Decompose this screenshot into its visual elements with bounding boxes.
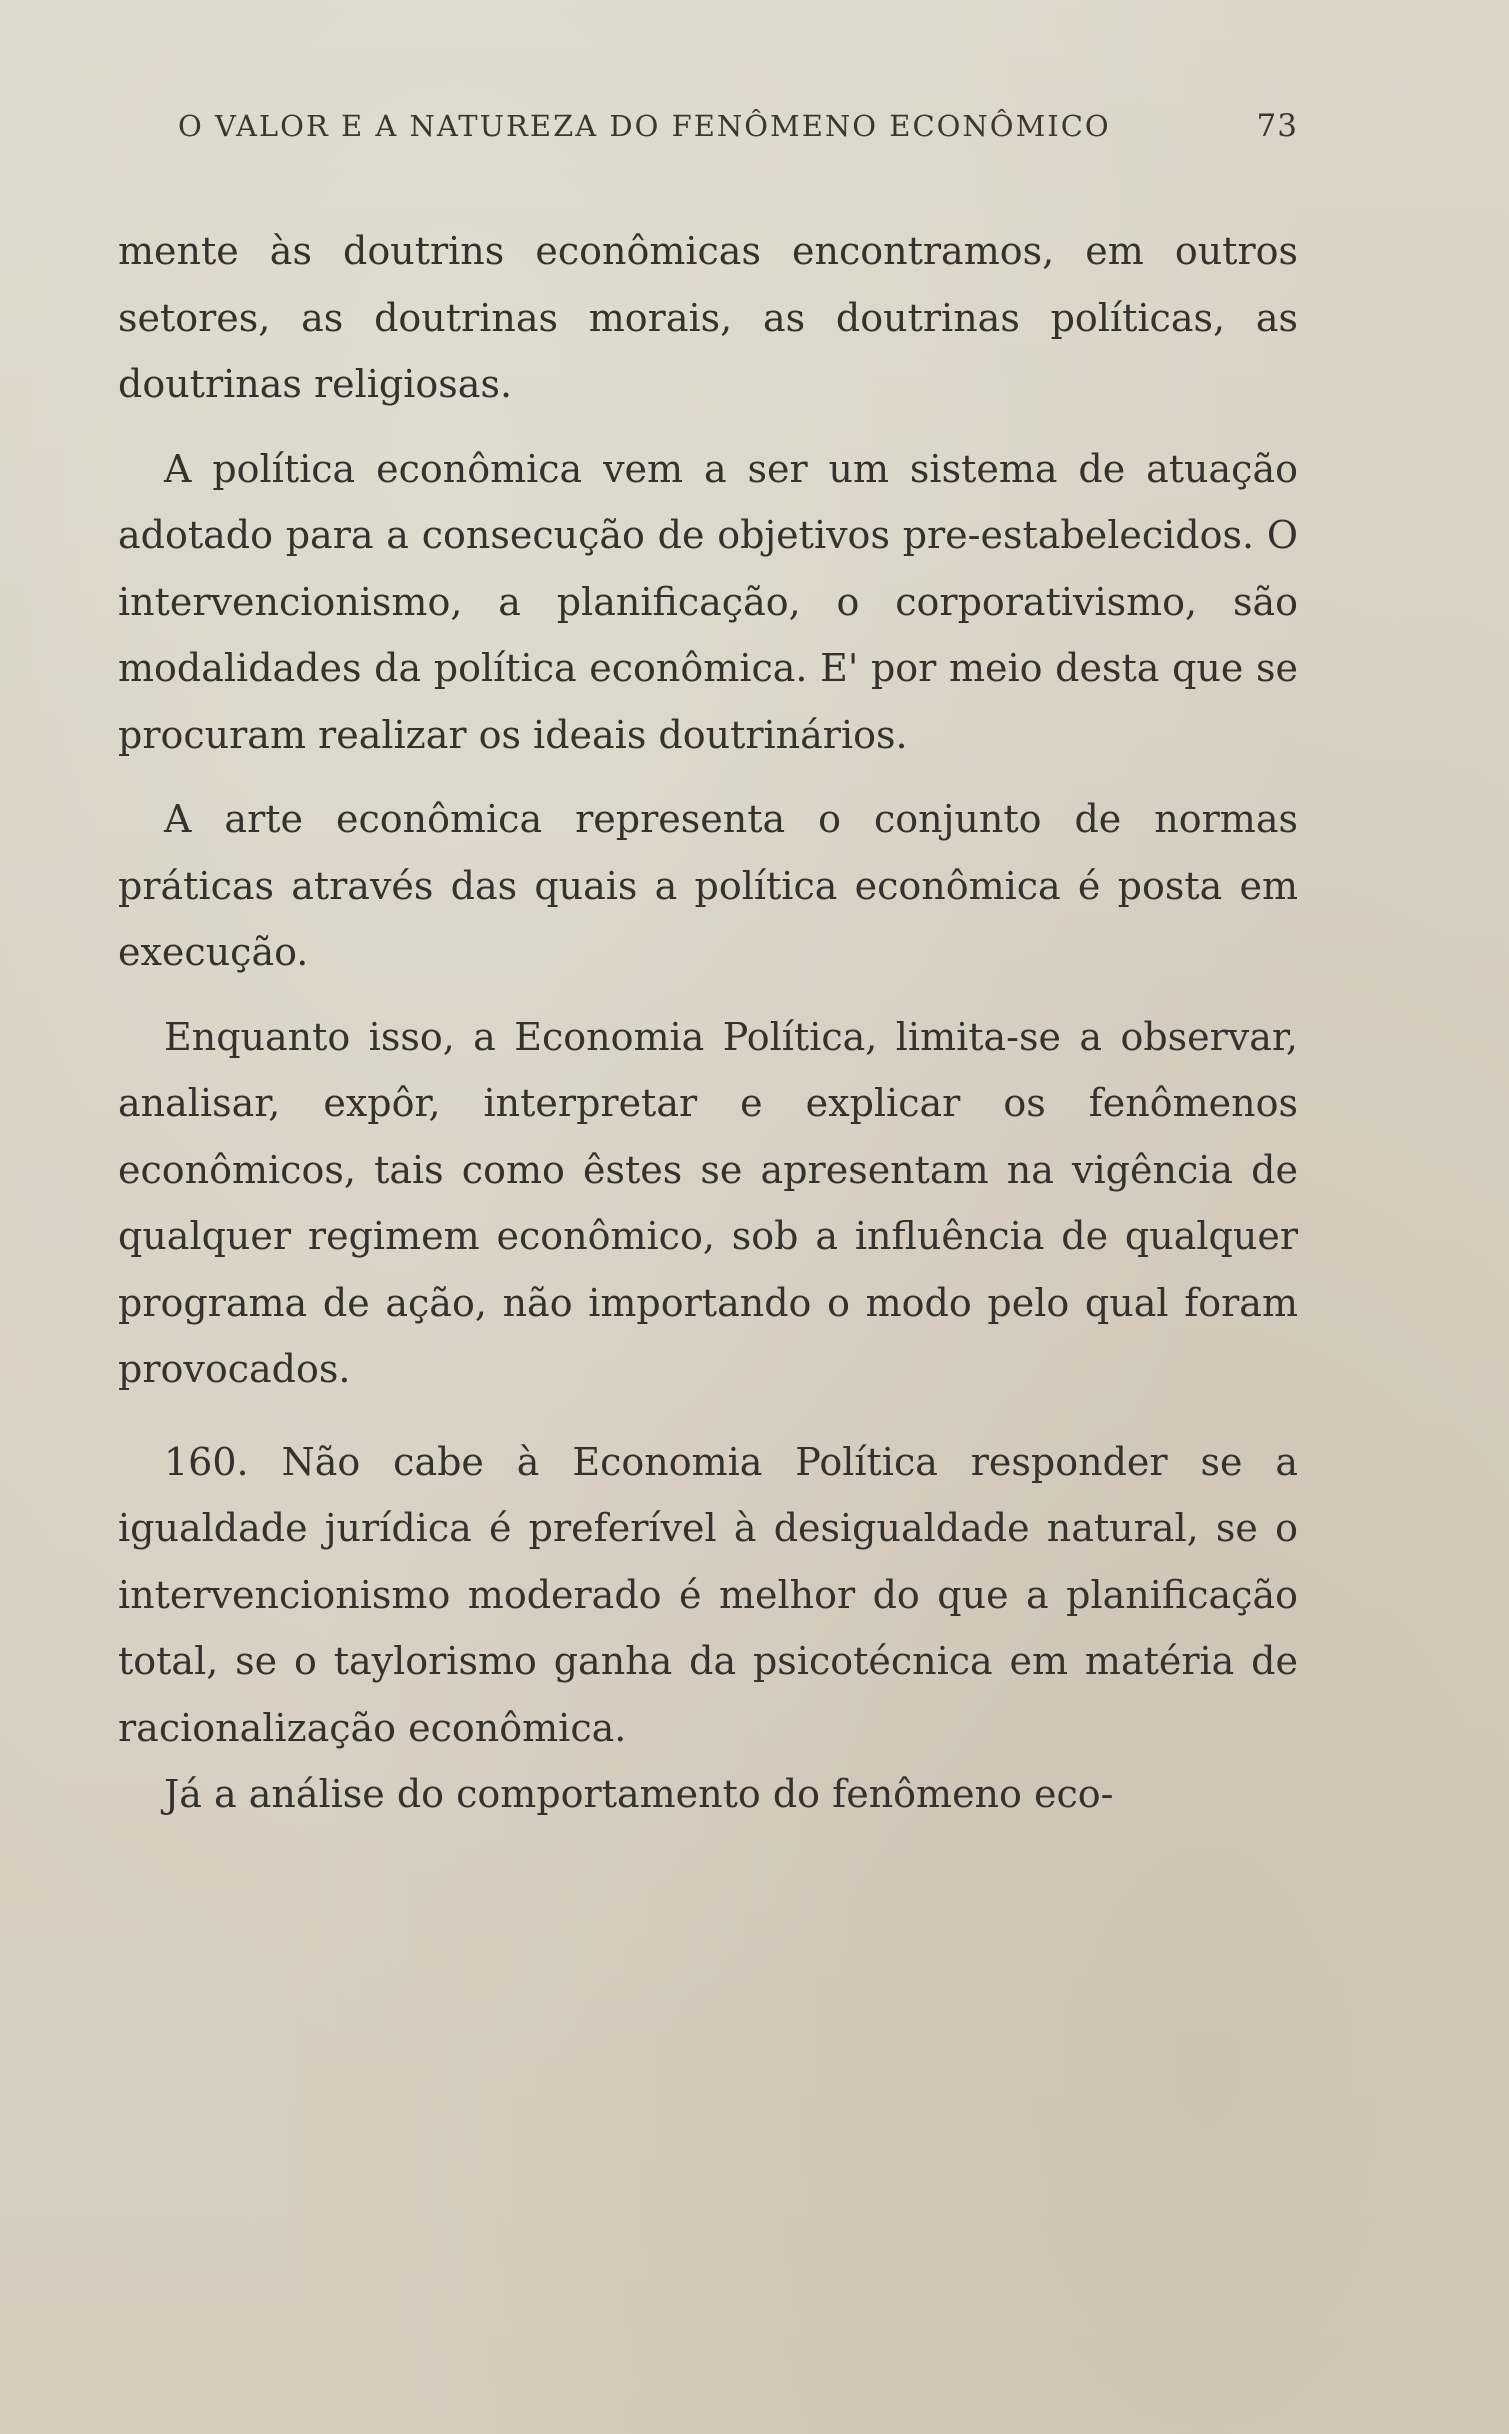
paragraph-economic-art: A arte econômica representa o conjunto de normas práticas através das quais a política econômica é posta em execução. <box>118 797 1298 974</box>
paragraph-160: 160. Não cabe à Economia Política responder se a igualdade jurídica é preferível à desigualdade natural, se o intervencionismo moderado é melhor do que a planificação total, se o taylorismo ganha da psicotécnica em matéria de racionalização econômica. <box>118 1439 1298 1750</box>
body-text <box>118 218 1298 1828</box>
page-number: 73 <box>1256 108 1298 144</box>
paragraph-continuation: mente às doutrins econômicas encontramos, em outros setores, as doutrinas morais, as doutrinas políticas, as doutrinas religiosas. <box>118 229 1298 406</box>
paragraph-political-economy: Enquanto isso, a Economia Política, limita-se a observar, analisar, expôr, interpretar e explicar os fenômenos econômicos, tais como êstes se apresentam na vigência de qualquer regimem econômico, sob a influência de qualquer programa de ação, não importando o modo pelo qual foram provocados. <box>118 1014 1298 1391</box>
paragraph-final: Já a análise do comportamento do fenômeno eco- <box>164 1772 1114 1816</box>
running-title: O VALOR E A NATUREZA DO FENÔMENO ECONÔMICO <box>178 109 1111 143</box>
paragraph-economic-policy: A política econômica vem a ser um sistema de atuação adotado para a consecução de objetivos pre-estabelecidos. O intervencionismo, a planificação, o corporativismo, são modalidades da política econômica. E' por meio desta que se procuram realizar os ideais doutrinários. <box>118 446 1298 757</box>
page-header <box>178 108 1298 144</box>
